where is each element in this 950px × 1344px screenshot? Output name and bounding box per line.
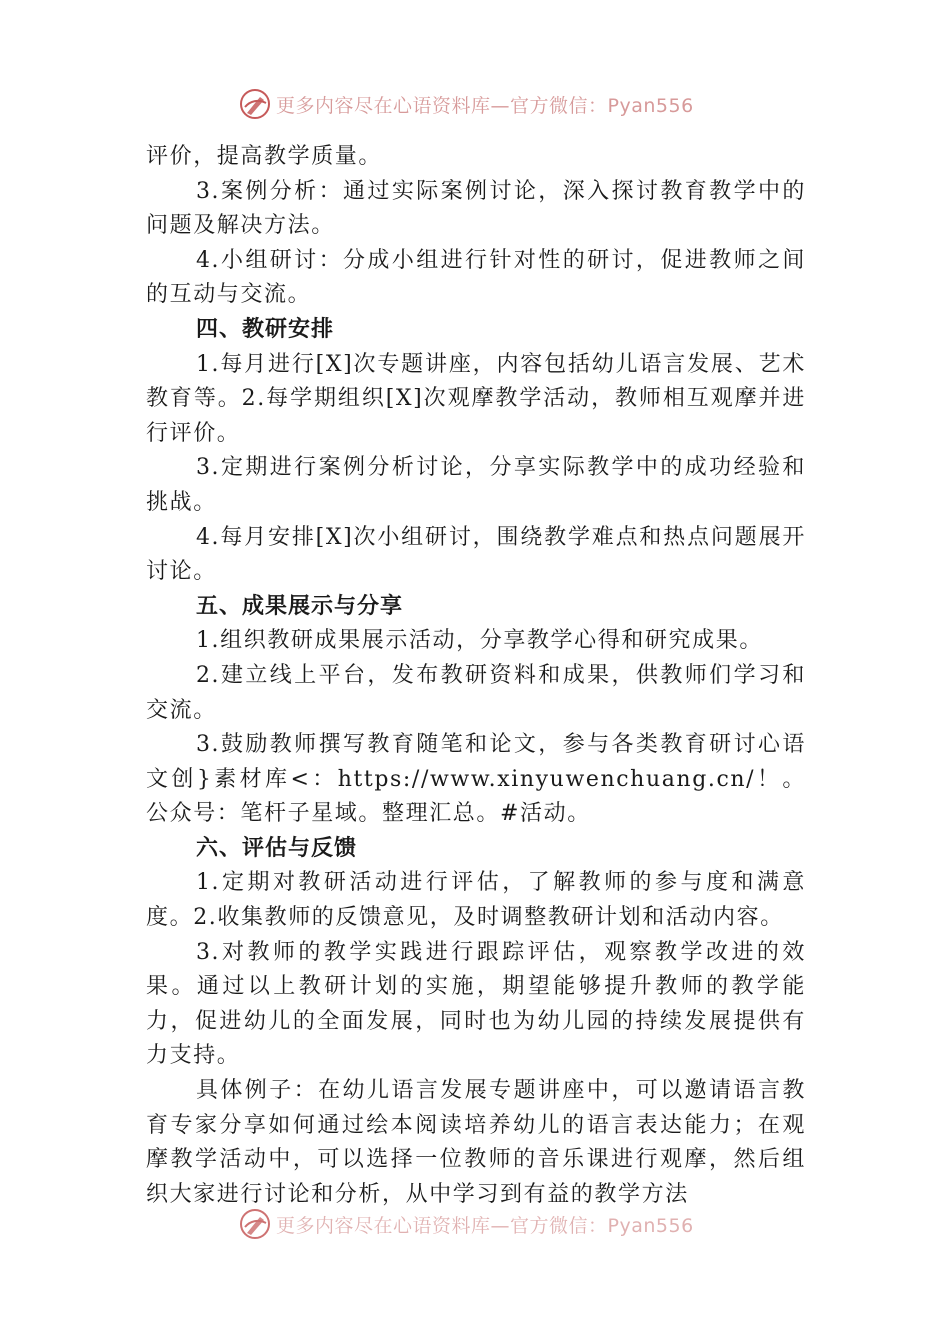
paragraph: 具体例子：在幼儿语言发展专题讲座中，可以邀请语言教育专家分享如何通过绘本阅读培养幼儿的语言表达能力；在观摩教学活动中，可以选择一位教师的音乐课进行观摩，然后组织大家进行讨论和分析，从中学习到有益的教学方法 (146, 1078, 806, 1207)
watermark-text: 更多内容尽在心语资料库—官方微信：Pyan556 (276, 94, 694, 117)
document-content (146, 140, 806, 1212)
paragraph: 2.建立线上平台，发布教研资料和成果，供教师们学习和交流。 (146, 662, 806, 723)
paragraph: 1.组织教研成果展示活动，分享教学心得和研究成果。 (195, 628, 763, 654)
paragraph: 3.定期进行案例分析讨论，分享实际教学中的成功经验和挑战。 (146, 455, 806, 515)
paragraph: 3.对教师的教学实践进行跟踪评估，观察教学改进的效果。通过以上教研计划的实施，期望能够提升教师的教学能力，促进幼儿的全面发展，同时也为幼儿园的持续发展提供有力支持。 (146, 939, 806, 1069)
watermark-footer (238, 1206, 694, 1242)
paragraph: 3.鼓励教师撰写教育随笔和论文，参与各类教育研讨心语文创}素材库<：https://www.xinyuwenchuang.cn/！。公众号：笔杆子星域。整理汇总。#活动。 (146, 732, 806, 827)
paragraph: 4.小组研讨：分成小组进行针对性的研讨，促进教师之间的互动与交流。 (146, 247, 806, 308)
paragraph: 1.定期对教研活动进行评估，了解教师的参与度和满意度。2.收集教师的反馈意见，及时调整教研计划和活动内容。 (146, 870, 806, 931)
paragraph: 3.案例分析：通过实际案例讨论，深入探讨教育教学中的问题及解决方法。 (146, 178, 806, 239)
watermark-text: 更多内容尽在心语资料库—官方微信：Pyan556 (276, 1214, 694, 1237)
section-heading: 六、评估与反馈 (195, 835, 357, 861)
section-heading: 四、教研安排 (195, 316, 334, 342)
paragraph: 1.每月进行[X]次专题讲座，内容包括幼儿语言发展、艺术教育等。2.每学期组织[X]次观摩教学活动，教师相互观摩并进行评价。 (146, 351, 806, 446)
section-heading: 五、成果展示与分享 (195, 593, 403, 619)
paragraph: 评价，提高教学质量。 (146, 144, 383, 169)
pen-nib-logo-icon (238, 1207, 272, 1241)
paragraph: 4.每月安排[X]次小组研讨，围绕教学难点和热点问题展开讨论。 (146, 524, 806, 585)
